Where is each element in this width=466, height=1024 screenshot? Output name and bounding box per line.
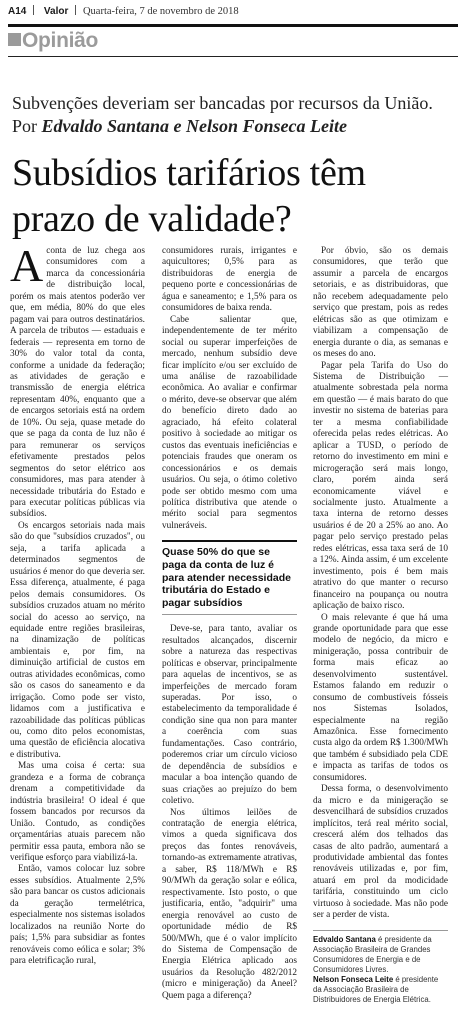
author-name: Edvaldo Santana <box>313 934 376 944</box>
author-name: Nelson Fonseca Leite <box>313 974 394 984</box>
article-column-1 <box>10 240 145 968</box>
article-headline: Subsídios tarifários têm prazo de validade? <box>12 152 366 240</box>
article-paragraph: Então, vamos colocar luz sobre esses subsídios. Atualmente 2,5% são para bancar os custos adicionais da geração termelétrica, especialmente nos sistemas isolados localizados na reunião Norte do país; 1,5% para subsidiar as fontes renováveis como eólica e solar; 3% para eletrificação rural, <box>10 864 145 967</box>
author-bios <box>313 930 448 1005</box>
page-number: A14 <box>8 6 27 17</box>
article-paragraph: Cabe salientar que, independentemente de ter mérito social ou superar imperfeições de mercado, nenhum subsídio deve ficar implícito e/ou ser excluído de uma análise de razoabilidade econômica. Ao avaliar e confirmar o mérito, deve-se observar que além do benefício direto dado ao agraciado, há efeito colateral positivo à sociedade ao mitigar os custos das eventuais ineficiências e potenciais fraudes que oneram os concessionários e os demais usuários. Ou seja, o ótimo coletivo pode ser obtido mesmo com uma política distributiva que atende o mérito social para segmentos vulneráveis. <box>162 314 297 531</box>
pull-quote: Quase 50% do que se paga da conta de luz é para atender necessidade tributária do Estado e pagar subsídios <box>162 540 297 615</box>
article-column-3 <box>313 246 448 1005</box>
article-paragraph: O mais relevante é que há uma grande oportunidade para que esse modelo de negócio, da micro e minigeração, possa contribuir de forma mais eficaz ao desenvolvimento sustentável. Estamos falando em reduzir o consumo de combustíveis fósseis nos Sistemas Isolados, especialmente na região Amazônica. Esse fornecimento custa algo da ordem R$ 1.300/MWh que também é subsidiado pela CDE e impacta as tarifas de todos os consumidores. <box>313 612 448 783</box>
header-divider <box>33 5 34 15</box>
article-paragraph: Dessa forma, o desenvolvimento da micro e da minigeração se desvencilhará de subsídios cruzados implícitos, terá real mérito social, crescerá além dos telhados das casas de alto padrão, aumentará a produtividade ambiental das fontes renováveis utilizadas e, por fim, atuará em prol da modicidade tarifária, constituindo um ciclo virtuoso à sociedade. Mas não pode ser a perder de vista. <box>313 784 448 921</box>
section-marker-icon <box>8 33 21 46</box>
author-bio: Nelson Fonseca Leite é presidente da Associação Brasileira de Distribuidores de Energia Elétrica. <box>313 974 439 1004</box>
article-paragraph: Por óbvio, são os demais consumidores, que terão que assumir a parcela de encargos setoriais, e as distribuidoras, que não recebem adequadamente pelo serviço que prestam, pois as redes elétricas são as que otimizam e viabilizam a compensação de energia durante o dia, as semanas e os meses do ano. <box>313 246 448 360</box>
article-paragraph: Deve-se, para tanto, avaliar os resultados alcançados, discernir sobre a natureza das respectivas políticas e observar, principalmente para aquelas de incentivos, se as imperfeições de mercado foram superadas. Por isso, o estabelecimento da temporalidade é condição sine qua non para manter a coerência com suas fundamentações. Caso contrário, poderemos criar um círculo vicioso de dependência de subsídios e macular a boa intenção quando de suas criações ao prejuízo do bem coletivo. <box>162 624 297 807</box>
section-bar <box>8 24 458 56</box>
section-title: Opinião <box>22 29 99 52</box>
section-rule <box>8 56 458 57</box>
article-paragraph: Os encargos setoriais nada mais são do que "subsídios cruzados", ou seja, a tarifa aplicada a determinados segmentos de usuários é menor do que deveria ser. Essa diferença, atualmente, é paga pelos demais consumidores. Os subsídios cruzados atuam no mérito social do acesso ao serviço, na equidade entre regiões brasileiras, na dinamização de políticas ambientais e, por fim, na diminuição artificial de custos em outras atividades econômicas, como são os casos do saneamento e da irrigação. Como pode ser visto, lidamos com a justificativa e razoabilidade das políticas públicas ou, como dito pelos economistas, uma questão de eficiência alocativa e distributiva. <box>10 520 145 760</box>
newspaper-brand: Valor <box>43 6 69 17</box>
issue-date: Quarta-feira, 7 de novembro de 2018 <box>82 6 239 17</box>
article-paragraph: Aconta de luz chega aos consumidores com a marca da concessionária de distribuição local, porém os mais atentos poderão ver que, em média, 80% do que eles pagam vai para outros destinatários. A parcela de tributos — estaduais e federais — representa em torno de 30% do valor total da conta, conforme a unidade da federação; as atividades de geração e transmissão de energia elétrica representam 40%, enquanto que a de encargos setoriais está na ordem de 10%. Ou seja, quase metade do que se paga da conta de luz não é para remunerar os serviços efetivamente prestados pelos segmentos do setor elétrico aos consumidores, mas para atender à necessidade tributária do Estado e para executar políticas públicas via subsídios. <box>10 240 145 520</box>
drop-cap: A <box>10 240 44 291</box>
deck-text: Subvenções deveriam ser bancadas por recursos da União. Por <box>12 93 433 136</box>
article-paragraph: Nos últimos leilões de contratação de energia elétrica, vimos a queda significava dos preços das fontes renováveis, tornando-as extremamente atrativas, a saber, R$ 118/MWh e R$ 90/MWh da geração solar e eólica, respectivamente. Isto posto, o que justificaria, então, "adquirir" uma energia renovável ao custo de oportunidade médio de R$ 500/MWh, que é o valor implícito do Sistema de Compensação de Energia Elétrica aplicado aos usuários da Resolução 482/2012 (micro e minigeração) da Aneel? Quem paga a diferença? <box>162 807 297 1001</box>
deck-authors: Edvaldo Santana e Nelson Fonseca Leite <box>41 116 348 136</box>
article-paragraph: Mas uma coisa é certa: sua grandeza e a forma de cobrança drenam a competitividade da indústria brasileira! O ideal é que fossem bancados por recursos da União. Contudo, as condições orçamentárias atuais parecem não permitir essa pauta, embora não se verifique esforço para viabilizá-la. <box>10 761 145 864</box>
article-paragraph: consumidores rurais, irrigantes e aquicultores; 0,5% para as distribuidoras de energia de pequeno porte e concessionárias de água e saneamento; e 1,5% para os consumidores de baixa renda. <box>162 246 297 314</box>
header-divider <box>75 5 76 15</box>
article-column-2 <box>162 246 297 1002</box>
page-header <box>8 5 458 19</box>
article-deck <box>12 92 452 138</box>
article-paragraph: Pagar pela Tarifa do Uso do Sistema de Distribuição — atualmente sobrestada pela norma em questão — é mais barato do que investir no sistema de baterias para ter a mesma confiabilidade oferecida pelas redes elétricas. Ao aplicar a TUSD, o período de retorno do investimento em mini e microgeração será mais longo, claro, porém ainda será economicamente viável e socialmente justo. Atualmente a taxa interna de retorno desses usuários é de 20 a 25% ao ano. Ao pagar pelo serviço prestado pelas redes elétricas, essa taxa será de 10 a 12%. Ainda assim, é um excelente investimento, pois é bem mais atrativo do que manter o recurso financeiro na poupança ou noutra aplicação de baixo risco. <box>313 360 448 612</box>
author-bio: Edvaldo Santana é presidente da Associação Brasileira de Grandes Consumidores de Energia e de Consumidores Livres. <box>313 934 432 974</box>
